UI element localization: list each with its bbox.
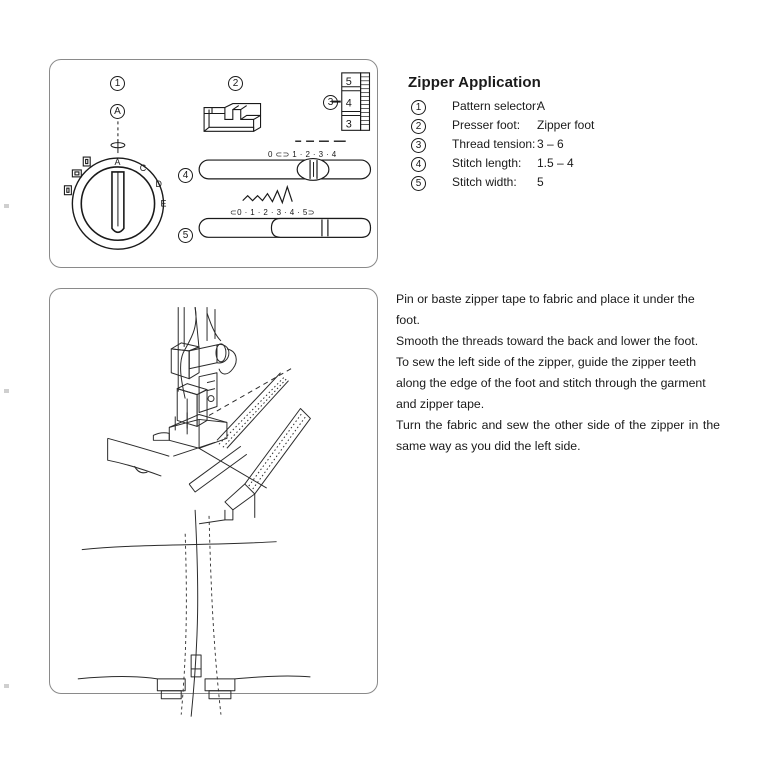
instruction-paragraph-4: Turn the fabric and sew the other side of the zipper in the same way as you did the left side. [396,418,720,453]
stitch-length-scale-label: 0 ⊂⊃ 1 · 2 · 3 · 4 [268,150,337,159]
spec-marker-1: 1 [411,100,426,115]
spec-marker-2: 2 [411,119,426,134]
instruction-paragraph-1: Pin or baste zipper tape to fabric and place it under the foot. [396,292,695,327]
stitch-width-zigzag-illustration [243,187,293,203]
pattern-dial-letters [114,157,166,209]
buttonhole-symbols [64,157,90,195]
svg-text:D: D [155,178,162,189]
spec-marker-4: 4 [411,157,426,172]
illustration-panel [49,288,378,694]
spec-row-thread-tension [411,137,711,156]
spec-label-stitch-width: Stitch width: [452,175,517,189]
stitch-width-slider [199,187,370,238]
presser-foot-sewing-illustration [108,307,311,524]
spec-row-presser-foot [411,118,711,137]
spec-marker-5: 5 [411,176,426,191]
control-marker-4: 4 [178,168,193,183]
pattern-selector-indicator-a: A [110,104,125,119]
instruction-text [396,289,720,457]
specification-list [411,99,711,194]
spec-value-thread-tension: 3 – 6 [537,137,564,151]
zipper-foot-icon [204,104,260,132]
scan-artifact-3 [4,684,9,688]
svg-text:3: 3 [345,118,352,131]
svg-text:A: A [114,156,121,167]
spec-label-thread-tension: Thread tension: [452,137,536,151]
spec-value-stitch-length: 1.5 – 4 [537,156,574,170]
control-marker-2: 2 [228,76,243,91]
svg-text:5: 5 [345,75,352,88]
spec-value-stitch-width: 5 [537,175,544,189]
spec-label-stitch-length: Stitch length: [452,156,522,170]
svg-text:4: 4 [345,97,352,110]
svg-text:C: C [139,162,147,173]
spec-value-presser-foot: Zipper foot [537,118,595,132]
control-panel-diagram [49,59,378,268]
page-title: Zipper Application [408,74,541,92]
control-marker-3: 3 [323,95,338,110]
control-panel-artwork [50,60,377,267]
instruction-paragraph-2: Smooth the threads toward the back and lower the foot. [396,334,699,348]
spec-row-pattern-selector [411,99,711,118]
sewing-illustrations [50,289,377,693]
scan-artifact-2 [4,389,9,393]
spec-value-pattern-selector: A [537,99,546,113]
stitch-length-slider [199,141,370,180]
spec-label-pattern-selector: Pattern selector: [452,99,540,113]
spec-label-presser-foot: Presser foot: [452,118,521,132]
stitch-width-slider-handle [271,218,370,237]
svg-text:E: E [160,198,167,209]
scan-artifact-1 [4,204,9,208]
instruction-paragraph-3: To sew the left side of the zipper, guide the zipper teeth along the edge of the foot and stitch through the garment and zipper tape. [396,355,706,411]
control-marker-5: 5 [178,228,193,243]
control-marker-1: 1 [110,76,125,91]
thread-tension-numbers [346,76,352,131]
stitch-width-scale-label: ⊂0 · 1 · 2 · 3 · 4 · 5⊃ [230,208,315,217]
finished-zipper-illustration [78,510,311,717]
spec-row-stitch-length [411,156,711,175]
spec-row-stitch-width [411,175,711,194]
spec-marker-3: 3 [411,138,426,153]
